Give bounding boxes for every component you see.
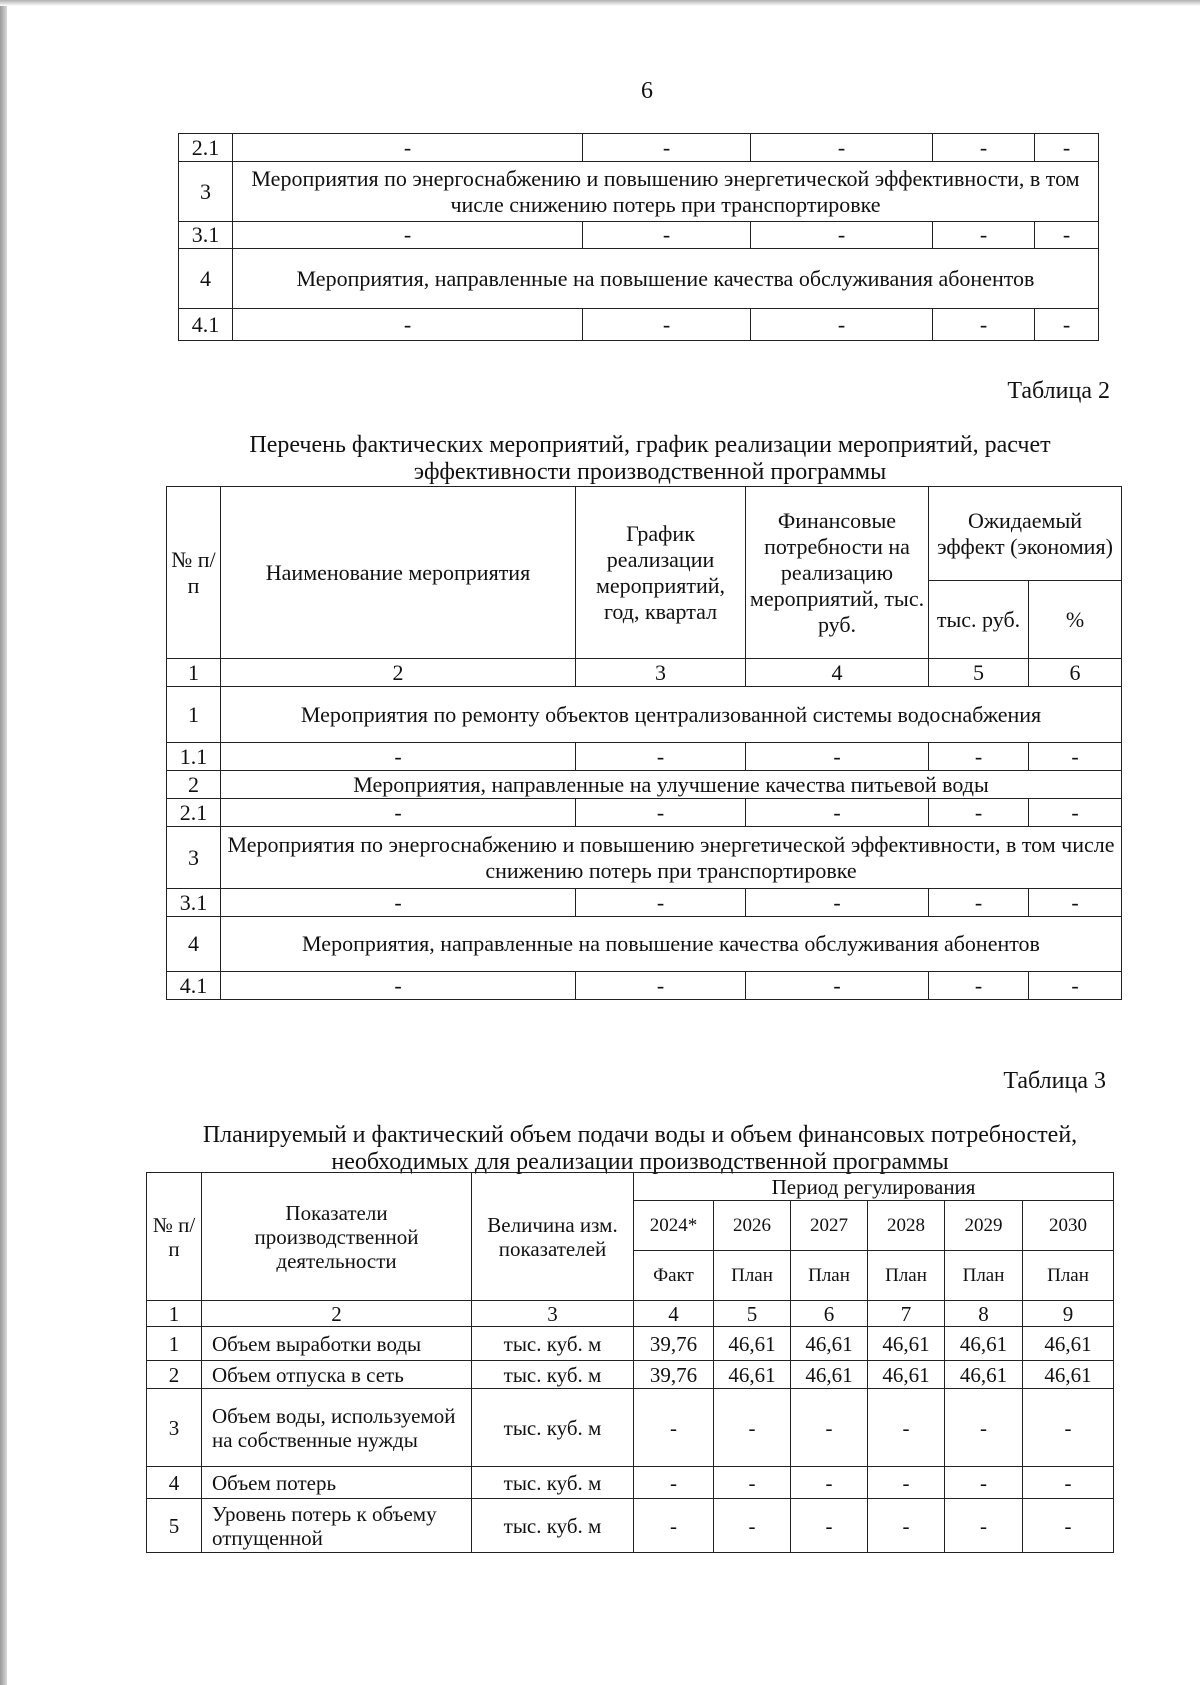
table-row: 1 Объем выработки воды тыс. куб. м 39,76 46,61 46,61 46,61 46,61 46,61 bbox=[147, 1327, 1114, 1361]
table-2 bbox=[166, 486, 1122, 1000]
page-number: 6 bbox=[641, 78, 653, 104]
table-row: 2 Объем отпуска в сеть тыс. куб. м 39,76 46,61 46,61 46,61 46,61 46,61 bbox=[147, 1361, 1114, 1389]
table-row: 3.1 - - - - - bbox=[167, 889, 1122, 917]
table-row: 2.1 - - - - - bbox=[167, 799, 1122, 827]
table-section-row: 3 Мероприятия по энергоснабжению и повышению энергетической эффективности, в том числе снижению потерь при транспортировке bbox=[167, 827, 1122, 889]
table-2-label: Таблица 2 bbox=[1007, 378, 1110, 404]
table-row: 3 Объем воды, используемой на собственные нужды тыс. куб. м - - - - - - bbox=[147, 1389, 1114, 1467]
table-header-row: тыс. руб. % bbox=[167, 581, 1122, 659]
table-row: 1.1 - - - - - bbox=[167, 743, 1122, 771]
scan-edge-top bbox=[0, 0, 1200, 6]
table-header-row: 2024* 2026 2027 2028 2029 2030 bbox=[147, 1201, 1114, 1251]
table-row: 4.1 - - - - - bbox=[167, 972, 1122, 1000]
table-row: 5 Уровень потерь к объему отпущенной тыс. куб. м - - - - - - bbox=[147, 1499, 1114, 1553]
table-section-row: 1 Мероприятия по ремонту объектов централизованной системы водоснабжения bbox=[167, 687, 1122, 743]
column-numbers-row: 1 2 3 4 5 6 7 8 9 bbox=[147, 1301, 1114, 1327]
table-3-label: Таблица 3 bbox=[1003, 1068, 1106, 1094]
table-1-continued bbox=[178, 133, 1099, 341]
table-header-row: № п/п Показатели производственной деятельности Величина изм. показателей Период регулирования bbox=[147, 1173, 1114, 1201]
table-row: 4.1 - - - - - bbox=[179, 309, 1099, 341]
table-header-row: Факт План План План План План bbox=[147, 1251, 1114, 1301]
table-row: 3.1 - - - - - bbox=[179, 222, 1099, 249]
table-header-row: № п/ п Наименование мероприятия График реализации мероприятий, год, квартал Финансовые потребности на реализацию мероприятий, тыс. руб. Ожидаемый эффект (экономия) bbox=[167, 487, 1122, 581]
column-numbers-row: 1 2 3 4 5 6 bbox=[167, 659, 1122, 687]
table-3-title: Планируемый и фактический объем подачи воды и объем финансовых потребностей, необходимых для реализации производственной программы bbox=[202, 1122, 1078, 1175]
table-section-row: 3 Мероприятия по энергоснабжению и повышению энергетической эффективности, в том числе снижению потерь при транспортировке bbox=[179, 162, 1099, 222]
table-section-row: 2 Мероприятия, направленные на улучшение качества питьевой воды bbox=[167, 771, 1122, 799]
table-2-title: Перечень фактических мероприятий, график реализации мероприятий, расчет эффективности производственной программы bbox=[249, 432, 1051, 485]
table-3 bbox=[146, 1172, 1114, 1553]
table-section-row: 4 Мероприятия, направленные на повышение качества обслуживания абонентов bbox=[179, 249, 1099, 309]
scan-edge-left bbox=[0, 0, 7, 1685]
table-section-row: 4 Мероприятия, направленные на повышение качества обслуживания абонентов bbox=[167, 917, 1122, 972]
table-row: 2.1 - - - - - bbox=[179, 134, 1099, 162]
table-row: 4 Объем потерь тыс. куб. м - - - - - - bbox=[147, 1467, 1114, 1499]
